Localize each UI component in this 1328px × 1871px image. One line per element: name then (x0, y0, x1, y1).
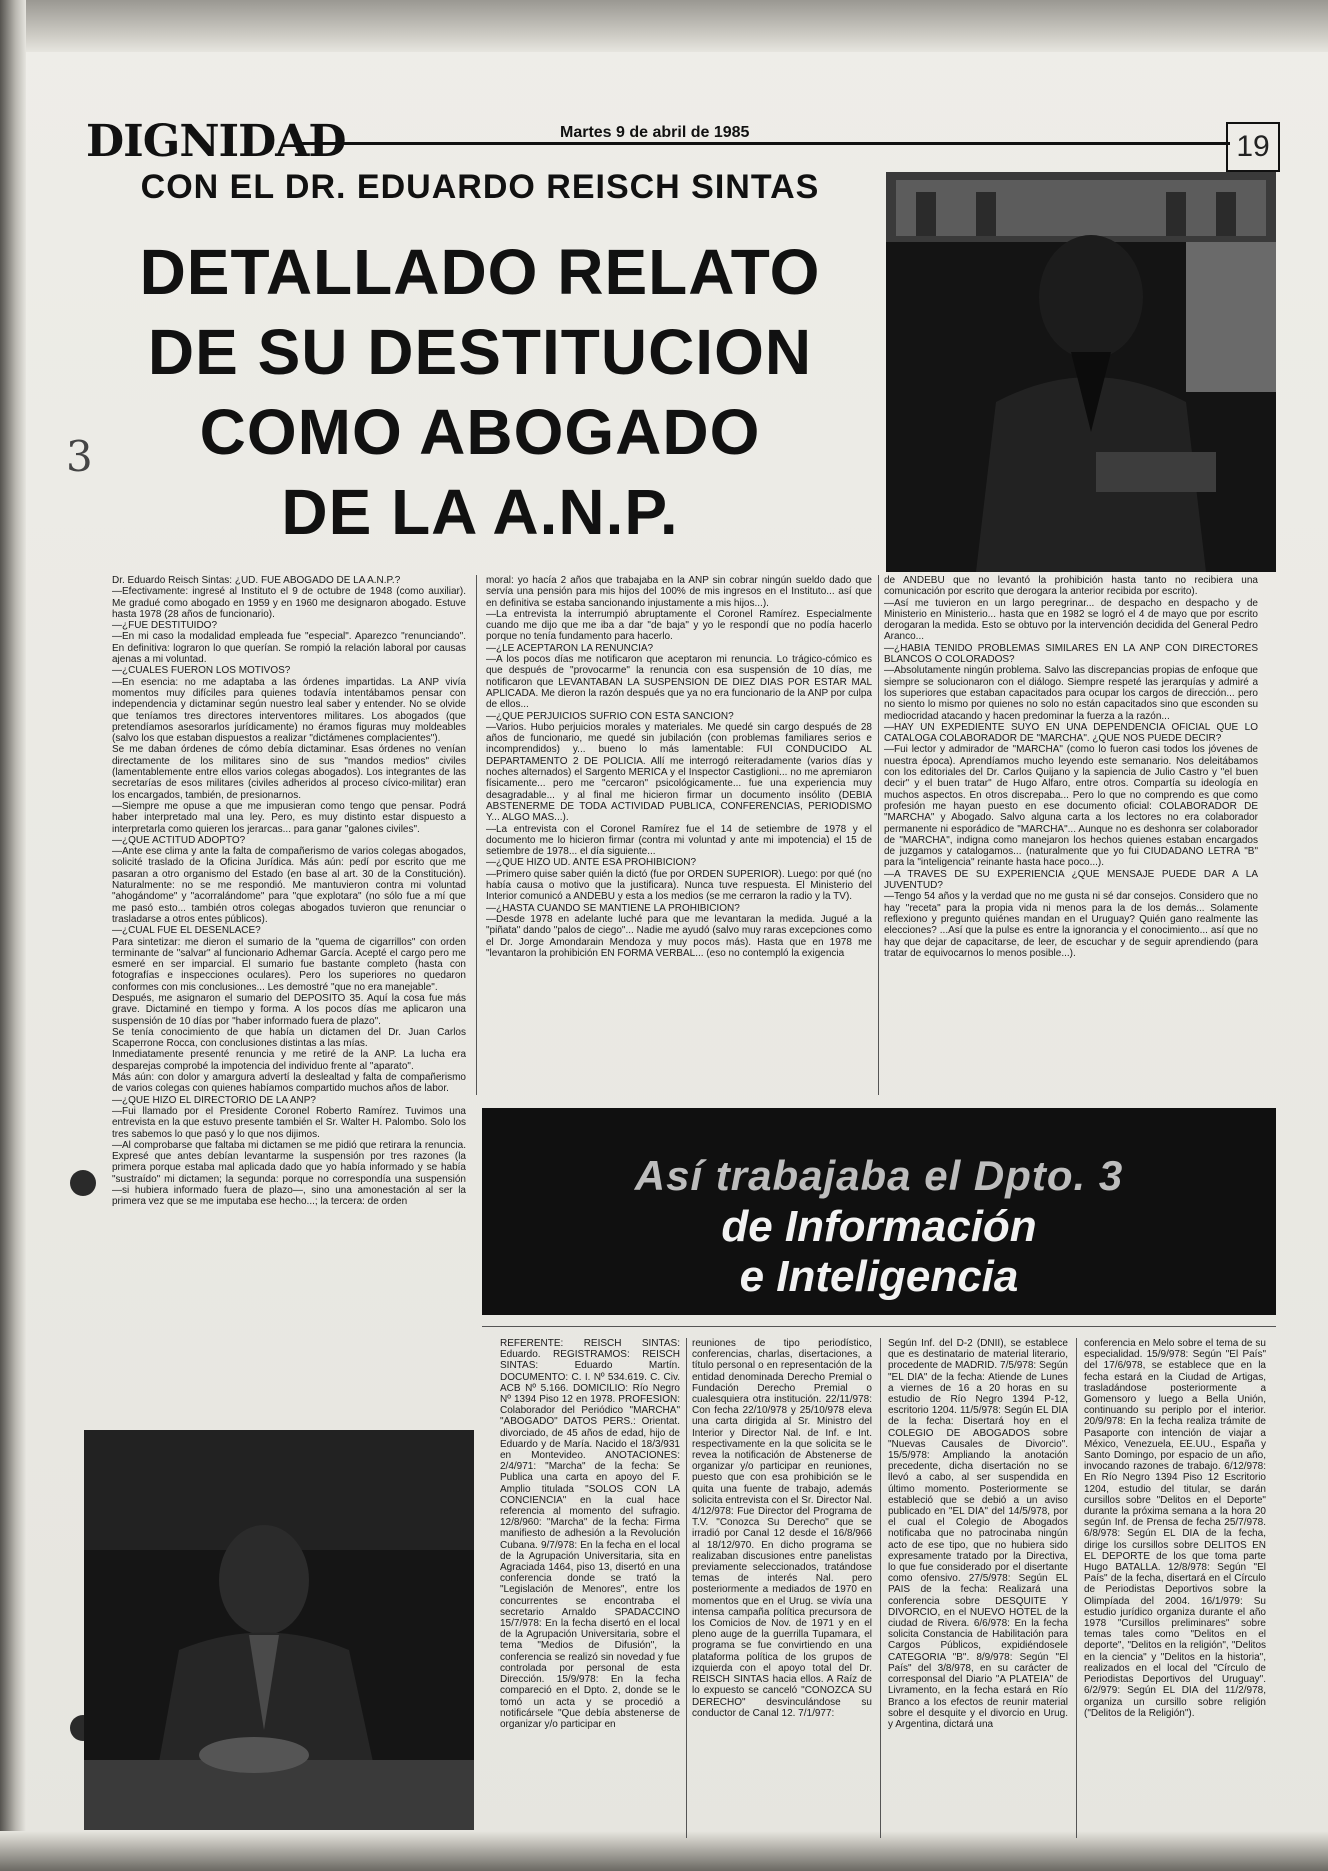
scan-edge-left (0, 0, 26, 1871)
paragraph: —Absolutamente ningún problema. Salvo las discrepancias propias de enfoque que siempre se solucionaron con el diálogo. Siempre respeté las jerarquías y admiré a los superiores que estaban capacitados para ocupar los cargos de dirección... pero no siento lo mismo por quienes no solo no están capacitados sino que esconden su mediocridad atacando y hacen predominar la fuerza a la razón... (884, 665, 1258, 722)
seated-portrait-art (84, 1430, 474, 1830)
paragraph: Para sintetizar: me dieron el sumario de la "quema de cigarrillos" con orden terminante de "salvar" al funcionario Adhemar García. Acepté el cargo pero me esmeré en ser imparcial. El sumario fue bastante completo (hasta con fotografías e inspecciones oculares). Pero los superiores no quedaron conformes con mis conclusiones... Les demostré "que no era manejable". (112, 936, 466, 993)
article-column-2 (486, 575, 872, 1095)
paragraph: Después, me asignaron el sumario del DEPOSITO 35. Aquí la cosa fue más grave. Dictaminé en tiempo y forma. A los pocos días me aplicaron una suspensión de 10 días por "haber informado fuera de plazo". (112, 992, 466, 1027)
banner-title-line: de Información (721, 1202, 1037, 1251)
paragraph: —Así me tuvieron en un largo peregrinar... de despacho en despacho y de Ministerio en Ministerio... hasta que en 1982 se logró el 4 de mayo que por escrito derogaran la medida. Esto se obtuvo por la intervención decidida del General Pedro Aranco... (884, 597, 1258, 643)
paragraph: —Desde 1978 en adelante luché para que me levantaran la medida. Jugué a la "piñata" dando "palos de ciego"... Nadie me ayudó (salvo muy raras excepciones como el Dr. Jorge Amondarain Mendoza y muy pocos más). Hasta que en 1978 me "levantaron la prohibición EN FORMA VERBAL... (eso no contempló la exigencia (486, 913, 872, 959)
scan-edge-top (0, 0, 1328, 52)
column-rule (880, 1338, 881, 1838)
paragraph: —Tengo 54 años y la verdad que no me gusta ni sé dar consejos. Considero que no hay "receta" para la propia vida ni menos para la de los demás... Solamente reflexiono y pregunto quiénes mandan en el Uruguay? Quién gano realmente las elecciones? ...Así que la pulse es entre la ignorancia y el conocimiento... así que no hay que dejar de capacitarse, de leer, de escuchar y de seguir aprendiendo (para tratar de equivocarnos lo menos posible...). (884, 891, 1258, 959)
banner-title-line: e Inteligencia (739, 1252, 1019, 1301)
paragraph: —¿HABIA TENIDO PROBLEMAS SIMILARES EN LA ANP CON DIRECTORES BLANCOS O COLORADOS? (884, 642, 1258, 666)
article-column-3 (884, 575, 1258, 1095)
column-rule (686, 1338, 687, 1838)
issue-date: Martes 9 de abril de 1985 (560, 124, 750, 141)
headline-line: COMO ABOGADO (199, 396, 761, 468)
paragraph: —La entrevista la interrumpió abruptamente el Coronel Ramírez. Especialmente cuando me dijo que me iba a dar "de baja" y yo le respondí que no podía hacerlo porque no tenía fundamento para hacerlo. (486, 608, 872, 643)
column-rule (1076, 1338, 1077, 1838)
paragraph: Más aún: con dolor y amargura advertí la deslealtad y falta de compañerismo de varios colegas con quienes habíamos compartido muchos años de labor. (112, 1072, 466, 1095)
headline-line: DE SU DESTITUCION (147, 316, 813, 388)
article-column-1 (112, 575, 466, 1433)
paragraph: —Varios. Hubo perjuicios morales y materiales. Me quedé sin cargo después de 28 años de funcionario, me quedé sin jubilación (con problemas familiares serios e incomprendidos) y... bueno lo más lamentable: FUI CONDUCIDO AL DEPARTAMENTO 2 DE POLICIA. Allí me interrogó reiteradamente (varios días y noches alternados) el Sargento MERICA y el Inspector Castiglioni... no me apremiaron físicamente... pero me "cercaron" psicológicamente... fue una experiencia muy desagradable... y al final me hicieron firmar un documento insólito (DEBIA ABSTENERME DE TODA ACTIVIDAD PUBLICA, CONFERENCIAS, PERIODISMO Y... ALGO MAS...). (486, 721, 872, 824)
paragraph: —A los pocos días me notificaron que aceptaron mi renuncia. Lo trágico-cómico es que después de "provocarme" la renuncia con esa suspensión de 10 días, me notificaron que LEVANTABAN LA SUSPENSION DE DIEZ DIAS POR ESTAR MAL APLICADA. Me dieron la razón después que ya no era funcionario de la ANP por culpa de ellos... (486, 654, 872, 711)
paragraph: —En mi caso la modalidad empleada fue "especial". Aparezco "renunciando". En definitiva: lograron lo que querían. Se rompió la relación laboral por causas ajenas a mi voluntad. (112, 631, 466, 666)
sidebar-banner (482, 1108, 1276, 1315)
paragraph: —Al comprobarse que faltaba mi dictamen se me pidió que retirara la renuncia. Expresé que antes debían levantarme la suspensión por tres razones (la primera porque estaba mal aplicada dado que yo había informado y se había "sustraído" mi dictamen; la segunda: porque no correspondía una suspensión —si hubiera informado fuera de plazo—, sino una amonestación al ser la primera vez que se me imputaba ese hecho...; la tercera: de orden (112, 1139, 466, 1208)
paragraph: —¿CUAL FUE EL DESENLACE? (112, 925, 261, 937)
paragraph: —¿CUALES FUERON LOS MOTIVOS? (112, 665, 291, 677)
sidebar-column-2: reuniones de tipo periodístico, conferencias, charlas, disertaciones, a título personal o en representación de la entidad denominada Derecho Premial o Fundación Derecho Premial o cualesquiera otra institución. 22/11/978: Con fecha 22/10/978 y 25/10/978 eleva una carta dirigida al Sr. Ministro del Interior y Director Nal. de Inf. e Int. respectivamente en la que solicita se le revea la notificación de Abstenerse de organizar y/o participar en reuniones, puesto que con esa prohibición se le quita una fuente de trabajo, además solicita entrevista con el Sr. Director Nal. 4/12/978: Fue Director del Programa de T.V. "Conozca Su Derecho" que se irradió por Canal 12 desde el 16/8/966 al 18/12/970. En dicho programa se realizaban discusiones entre panelistas previamente seleccionados, tratándose temas de interés Nal. pero posteriormente a mediados de 1970 en momentos que en el Urug. se vivía una intensa campaña política precursora de los Comicios de Nov. de 1971 y en el pleno auge de la guerrilla Tupamara, el programa se fue convirtiendo en una plataforma política de los grupos de izquierda con el apoyo total del Dr. REISCH SINTAS hacia ellos. A Raíz de lo expuesto se canceló "CONOZCA SU DERECHO" desvinculándose su conductor de Canal 12. 7/1/977: (692, 1338, 872, 1719)
paragraph: —¿QUE HIZO UD. ANTE ESA PROHIBICION? (486, 857, 697, 869)
paragraph: Inmediatamente presenté renuncia y me retiré de la ANP. La lucha era desparejas comprobé la impotencia del individuo frente al "aparato". (112, 1049, 466, 1072)
paragraph: —A TRAVES DE SU EXPERIENCIA ¿QUE MENSAJE PUEDE DAR A LA JUVENTUD? (884, 868, 1258, 892)
column-rule (476, 575, 477, 1095)
headline-line: DE LA A.N.P. (281, 476, 679, 548)
paragraph: —HAY UN EXPEDIENTE SUYO EN UNA DEPENDENCIA OFICIAL QUE LO CATALOGA COLABORADOR DE "MARCHA". ¿QUE NOS PUEDE DECIR? (884, 721, 1258, 745)
paragraph: —¿QUE ACTITUD ADOPTO? (112, 834, 246, 846)
article-kicker: CON EL DR. EDUARDO REISCH SINTAS (140, 168, 820, 206)
masthead-rule (300, 142, 1230, 145)
paragraph: —Primero quise saber quién la dictó (fue por ORDEN SUPERIOR). Luego: por qué (no había causa o motivo que la justificara). Nunca tuve respuesta. El Ministerio del Interior comunicó a ANDEBU y esta a los medios (se me cerraron la radio y la TV). (486, 868, 872, 903)
section-mark: 3 (66, 432, 93, 481)
paragraph: Se me daban órdenes de cómo debía dictaminar. Esas órdenes no venían directamente de los militares sino de sus "mandos medios" civiles (lamentablemente entre ellos varios colegas abogados). Los integrantes de las secretarías de esos militares (civiles adheridos al proceso cívico-militar) eran los encargados, también, de presionarnos. (112, 744, 466, 801)
paragraph: Dr. Eduardo Reisch Sintas: ¿UD. FUE ABOGADO DE LA A.N.P.? (112, 575, 401, 586)
sidebar-column-4: conferencia en Melo sobre el tema de su especialidad. 15/9/978: Según "El País" del 17/6/978, se establece que en la fecha estará en la Ciudad de Artigas, trasladándose posteriormente a Gomensoro y luego a Bella Unión, continuando su periplo por el interior. 20/9/978: En la fecha realiza trámite de Pasaporte con intención de viajar a México, Venezuela, EE.UU., España y Santo Domingo, por espacio de un año, invocando razones de trabajo. 6/12/978: En Río Negro 1394 Piso 12 Escritorio 1204, estudio del titular, se darán cursillos sobre "Delitos en el Deporte" durante la próxima semana a la hora 20 según Inf. de Prensa de fecha 25/7/978. 6/8/978: Según EL DIA de la fecha, dirige los cursillos sobre DELITOS EN EL DEPORTE de los que toma parte Hugo BATALLA. 12/8/978: Según "El País" de la fecha, disertará en el Círculo de Periodistas Deportivos sobre la Olimpíada del 2004. 16/1/979: Su estudio jurídico organiza durante el año 1978 "Cursillos preliminares" sobre temas tales como "Delitos en el deporte", "Delitos en la religión", "Delitos en la ciencia" y "Delitos en la historia", realizados en el local del "Círculo de Periodistas Deportivos del Uruguay". 6/2/979: Según EL DIA del 11/2/978, organiza un cursillo sobre religión ("Delitos de la Religión"). (1084, 1338, 1266, 1719)
paragraph: —La entrevista con el Coronel Ramírez fue el 14 de setiembre de 1978 y el documento me lo hicieron firmar (contra mi voluntad y ante mi impotencia) el 15 de setiembre de 1978... el día siguiente... (486, 823, 872, 858)
portrait-photo-art (886, 172, 1276, 572)
binder-hole (70, 1170, 96, 1196)
masthead-logo: DIGNIDAD (86, 116, 346, 167)
paragraph: —En esencia: no me adaptaba a las órdenes impartidas. La ANP vivía momentos muy difíciles para quienes todavía intentábamos pensar con independencia y dictaminar según nuestro leal saber y entender. No se olvide que teníamos tres directores interventores militares. Los abogados (que pretendíamos asesorarlos jurídicamente) no éramos figuras muy moldeables (salvo los que estaban dispuestos a realizar "dictámenes complacientes"). (112, 676, 466, 745)
column-rule (878, 575, 879, 1095)
paragraph: —Ante ese clima y ante la falta de compañerismo de varios colegas abogados, solicité traslado de la Oficina Jurídica. Más aún: pedí por escrito que me pasaran a otro organismo del Estado (en base al art. 30 de la Constitución). Naturalmente: no se me respondió. Me mantuvieron contra mi voluntad "ahogándome" y "acorralándome" para "que explotara" (no sólo fue a mí que me pasó esto... también otros colegas abogados tuvieron que renunciar o trasladarse a otros entes públicos). (112, 846, 466, 925)
paragraph: —¿QUE HIZO EL DIRECTORIO DE LA ANP? (112, 1094, 316, 1106)
paragraph: Se tenía conocimiento de que había un dictamen del Dr. Juan Carlos Scaperrone Rocca, con conclusiones distintas a las mías. (112, 1026, 466, 1050)
sidebar-column-1: REFERENTE: REISCH SINTAS: Eduardo. REGISTRAMOS: REISCH SINTAS: Eduardo Martín. DOCUMENTO: C. I. Nº 534.619. C. Civ. ACB Nº 5.166. DOMICILIO: Río Negro Nº 1394 Piso 12 en 1978. PROFESION: Colaborador del Periódico "MARCHA" "ABOGADO" DATOS PERS.: Orientat. divorciado, de 45 años de edad, hijo de Eduardo y de María. Nacido el 18/3/931 en Montevideo. ANOTACIONES: 2/4/971: "Marcha" de la fecha: Se Publica una carta en apoyo del F. Amplio titulada "SOLOS CON LA CONCIENCIA" en la cual hace referencia al momento del sufragio. 12/8/960: "Marcha" de la fecha: Firma manifiesto de adhesión a la Revolución Cubana. 9/7/978: En la fecha en el local de la Agrupación Universitaria, sita en Agraciada 1464, piso 13, disertó en una conferencia donde se trató la "Legislación de Menores", entre los concurrentes se encontraba el secretario Arnaldo SPADACCINO 15/7/978: En la fecha disertó en el local de la Agrupación Universitaria, sobre el tema "Medios de Difusión", la conferencia se realizó sin novedad y fue controlada por personal de esta Dirección. 15/9/978: En la fecha compareció en el Dpto. 2, donde se le tomó un acta y se procedió a notificársele "Que debía abstenerse de organizar y/o participar en (500, 1338, 680, 1730)
page-number: 19 (1226, 122, 1280, 172)
paragraph: —¿QUE PERJUICIOS SUFRIO CON ESTA SANCION? (486, 710, 734, 722)
paragraph: —Fui llamado por el Presidente Coronel Roberto Ramírez. Tuvimos una entrevista en la que estuvo presente también el Sr. Walter H. Palombo. Solo los tres sabemos lo que pasó y lo que nos dijimos. (112, 1105, 466, 1140)
paragraph: —¿FUE DESTITUIDO? (112, 620, 218, 632)
sidebar-column-3: Según Inf. del D-2 (DNII), se establece que es destinatario de material literario, procedente de MADRID. 7/5/978: Según "EL DIA" de la fecha: Atiende de Lunes a viernes de 16 a 20 horas en su estudio de Río Negro 1394 P-12, escritorio 1204. 11/5/978: Según EL DIA de la fecha: Disertará hoy en el COLEGIO DE ABOGADOS sobre "Nuevas Causales de Divorcio". 15/5/978: Ampliando la anotación precedente, dicha disertación no se llevó a cabo, al ser suspendida en último momento. Posteriormente se estableció que se debió a un aviso publicado en "EL DIA" del 14/5/978, por el cual el Colegio de Abogados notificaba que no patrocinaba ningún acto de ese tipo, que no hubiera sido expresamente tratado por la Directiva, lo que fue considerado por el disertante como ofensivo. 27/5/978: Según EL PAIS de la fecha: Realizará una conferencia sobre DESQUITE Y DIVORCIO, en el NUEVO HOTEL de la ciudad de Rivera. 6/6/978: En la fecha solicita Constancia de Habilitación para Cargos Públicos, expidiéndosele CATEGORIA "B". 8/9/978: Según "El País" del 3/8/978, en su carácter de corresponsal del Diario "A PLATEIA" de Livramento, en la fecha estará en Río Branco a los efectos de reunir material sobre el desquite y el divorcio en Urug. y Argentina, dictará una (888, 1338, 1068, 1730)
banner-title-line: Así trabajaba el Dpto. 3 (634, 1152, 1124, 1199)
sidebar-rule (482, 1326, 1276, 1327)
paragraph: de ANDEBU que no levantó la prohibición hasta tanto no recibiera una comunicación por escrito que derogara la anterior recibida por escrito). (884, 575, 1258, 598)
paragraph: —¿LE ACEPTARON LA RENUNCIA? (486, 642, 654, 654)
paragraph: —Siempre me opuse a que me impusieran como tengo que pensar. Podrá haber interpretado mal una ley. Pero, es muy distinto estar dispuesto a interpretarla como quieren los jerarcas... para ganar "galones civiles". (112, 800, 466, 835)
paragraph: moral: yo hacía 2 años que trabajaba en la ANP sin cobrar ningún sueldo dado que servía una pensión para mis hijos del 100% de mis ingresos en el Instituto... así que en definitiva se estaba sancionando injustamente a mis hijos...). (486, 575, 872, 609)
paragraph: —¿HASTA CUANDO SE MANTIENE LA PROHIBICION? (486, 902, 740, 914)
paragraph: —Efectivamente: ingresé al Instituto el 9 de octubre de 1948 (como auxiliar). Me gradué como abogado en 1959 y en 1960 me designaron abogado. Estuve hasta 1978 (28 años de funcionario). (112, 586, 466, 620)
portrait-photo (886, 172, 1276, 572)
seated-portrait-photo (84, 1430, 474, 1830)
paragraph: —Fui lector y admirador de "MARCHA" (como lo fueron casi todos los jóvenes de nuestra época). Aprendíamos mucho leyendo este semanario. Nos deleitábamos con los editoriales del Dr. Carlos Quijano y la sapiencia de Julio Castro y "el buen decir" y el buen tratar" de Hugo Alfaro, entre otros. Compartía su ideología en muchos aspectos. En otros discrepaba... Pero lo que no comprendo es que como profesión me hayan puesto en ese documento oficial: COLABORADOR DE "MARCHA" y Abogado. Salvo alguna carta a los lectores no era colaborador permanente ni esporádico de "MARCHA"... Aunque no es deshonra ser colaborador de "MARCHA", indigna como manejaron los hechos quienes estaban encargados de juzgamos y catalogamos... (naturalmente que yo fui CIUDADANO LETRA "B" para la "inteligencia" reinante hasta hace poco...). (884, 744, 1258, 869)
article-headline (60, 232, 900, 552)
headline-line: DETALLADO RELATO (139, 236, 821, 308)
